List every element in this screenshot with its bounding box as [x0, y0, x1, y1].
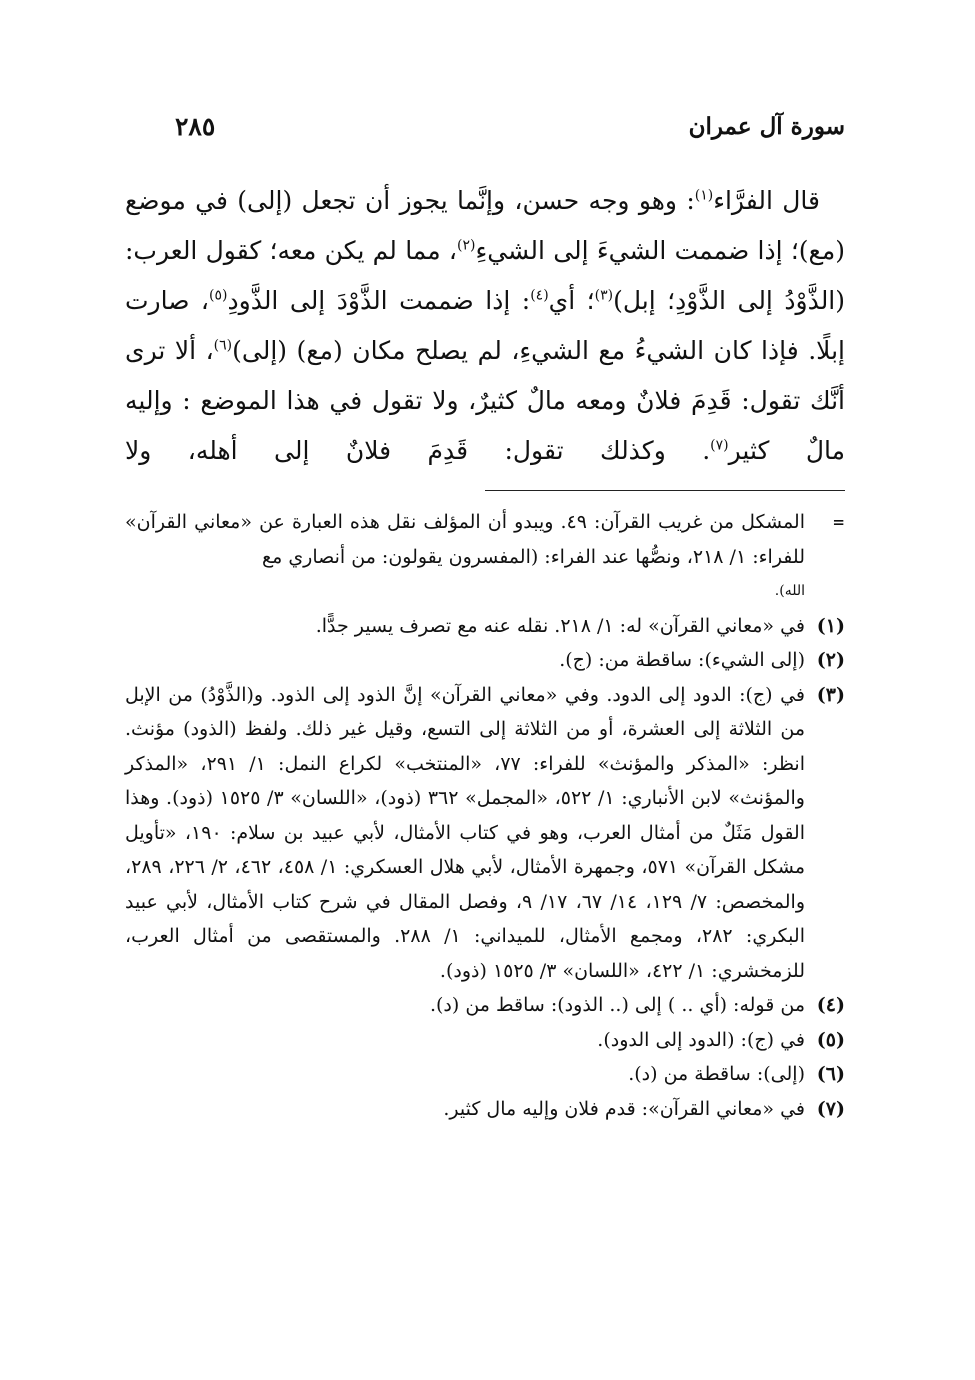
- footnote-text: في «معاني القرآن» له: ١/ ٢١٨. نقله عنه مع تصرف يسير جدًّا.: [315, 614, 805, 637]
- footnote-marker: (٣): [816, 683, 845, 706]
- footnote-marker: (١): [816, 614, 845, 637]
- footnote-3: [125, 678, 845, 989]
- footnote-2: [125, 643, 845, 678]
- footnote-ref-7[interactable]: (٧): [710, 437, 729, 454]
- main-paragraph: قال الفرَّاء$^{(١)}$: وهو وجه حسن، وإنَّما يجوز أن تجعل (إلى) في موضع (مع)؛ إذا ضممت الشيءَ إلى الشيءِ$^{(٢)}$، مما لم يكن معه؛ كقول العرب: (الذَّوْدُ إلى الذَّوْدِ؛ إبل)$^{(٣)}$؛ أي$^{(٤)}$: إذا ضممت الذَّوْدَ إلى الذَّودِ$^{(٥)}$، صارت إبلًا. فإذا كان الشيءُ مع الشيءِ، لم يصلح مكان (مع) (إلى)$^{(٦)}$، ألا ترى أنَّك تقول: قَدِمَ فلانٌ ومعه مالٌ كثيرٌ، ولا تقول في هذا الموضع : وإليه مالٌ كثير$^{(٧)}$. وكذلك تقول: قَدِمَ فلانٌ إلى أهله، ولا: [125, 186, 846, 465]
- footnote-marker: (٥): [816, 1028, 845, 1051]
- footnote-ref-1[interactable]: (١): [694, 187, 714, 204]
- main-text: [125, 176, 845, 476]
- footnote-text: في «معاني القرآن»: قدم فلان وإليه مال كثير.: [443, 1097, 805, 1120]
- footnote-continued: [125, 505, 845, 609]
- footnote-5: [125, 1023, 845, 1058]
- footnote-text: من قوله: (أي .. ) إلى (.. الذود): ساقط من (د).: [429, 994, 805, 1016]
- surah-title: سورة آل عمران: [688, 112, 845, 140]
- footnote-text: المشكل من غريب القرآن: ٤٩. ويبدو أن المؤلف نقل هذه العبارة عن «معاني القرآن» للفراء: ١/ ٢١٨، ونصُّها عند الفراء: (المفسرون يقولون: من أنصاري مع: [125, 511, 805, 568]
- footnote-text: في (ج): (الدود إلى الدود).: [597, 1028, 805, 1051]
- footnote-4: [125, 988, 845, 1023]
- footnote-marker: (٦): [816, 1063, 845, 1085]
- footnote-marker: (٧): [816, 1097, 845, 1120]
- page-header: [175, 106, 845, 146]
- footnote-text-tail: الله).: [774, 583, 805, 599]
- footnote-ref-2[interactable]: (٢): [457, 237, 476, 254]
- footnote-marker: (٤): [816, 994, 845, 1016]
- footnote-text: (إلى الشيء): ساقطة من: (ج).: [559, 649, 805, 671]
- footnotes: [125, 505, 845, 1126]
- footnote-marker: (٢): [816, 649, 845, 671]
- footnote-ref-4[interactable]: (٤): [530, 287, 549, 304]
- page-number: ٢٨٥: [175, 111, 216, 141]
- footnote-text: (إلى): ساقطة من (د).: [628, 1063, 805, 1085]
- continuation-marker: =: [832, 513, 845, 531]
- footnote-ref-5[interactable]: (٥): [209, 287, 228, 304]
- footnote-ref-6[interactable]: (٦): [213, 337, 233, 354]
- footnote-separator: [485, 490, 845, 491]
- footnote-ref-3[interactable]: (٣): [594, 287, 614, 304]
- footnote-text: في (ج): الدود إلى الدود. وفي «معاني القرآن» إنَّ الذود إلى الذود. و(الذَّوْدُ) من الإبل من الثلاثة إلى العشرة، أو من الثلاثة إلى التسع، وقيل غير ذلك. ولفظ (الذود) مؤنث. انظر: «المذكر والمؤنث» للفراء: ٧٧، «المنتخب» لكراع النمل: ١/ ٢٩١، «المذكر والمؤنث» لابن الأنباري: ١/ ٥٢٢، «المجمل» ٣٦٢ (ذود)، «اللسان» ٣/ ١٥٢٥ (ذود). وهذا القول مَثَلٌ من أمثال العرب، وهو في كتاب الأمثال، لأبي عبيد بن سلام: ١٩٠، «تأويل مشكل القرآن» ٥٧١، وجمهرة الأمثال، لأبي هلال العسكري: ١/ ٤٥٨، ٤٦٢، ٢/ ٢٢٦، ٢٨٩، والمخصص: ٧/ ١٢٩، ١٤/ ٦٧، ١٧/ ٩، وفصل المقال في شرح كتاب الأمثال، لأبي عبيد البكري: ٢٨٢، ومجمع الأمثال، للميداني: ١/ ٢٨٨. والمستقصى من أمثال العرب، للزمخشري: ١/ ٤٢٢، «اللسان» ٣/ ١٥٢٥ (ذود).: [125, 683, 806, 982]
- footnote-7: [125, 1092, 845, 1127]
- footnote-6: [125, 1057, 845, 1092]
- footnote-1: [125, 609, 845, 644]
